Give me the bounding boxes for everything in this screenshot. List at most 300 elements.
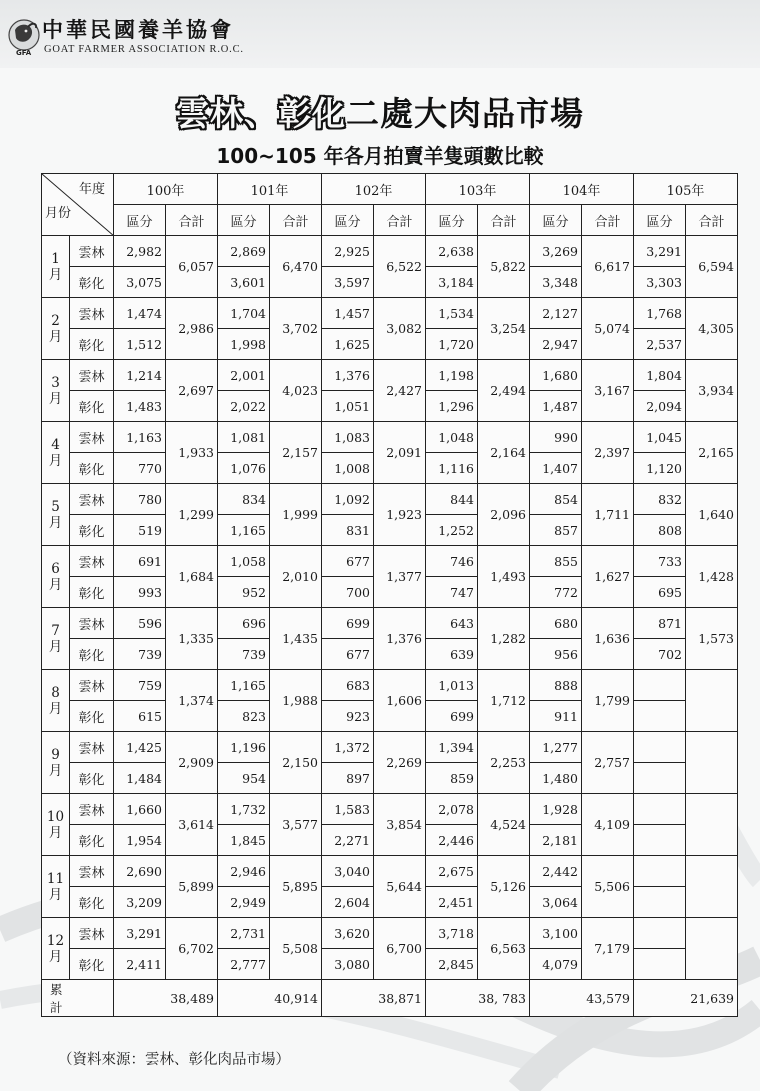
yunlin-count-cell: 844 xyxy=(426,484,478,515)
changhua-count-cell: 3,348 xyxy=(530,267,582,298)
region-column-header: 區分 xyxy=(218,205,270,236)
yunlin-count-cell: 1,163 xyxy=(114,422,166,453)
yunlin-count-cell: 3,291 xyxy=(114,918,166,949)
month-total-cell: 7,179 xyxy=(582,918,634,980)
changhua-count-cell: 747 xyxy=(426,577,478,608)
year-header: 103年 xyxy=(426,174,530,205)
changhua-count-cell: 2,949 xyxy=(218,887,270,918)
month-number: 12 xyxy=(46,932,65,949)
yunlin-count-cell: 3,718 xyxy=(426,918,478,949)
yunlin-count-cell: 1,081 xyxy=(218,422,270,453)
changhua-count-cell: 1,998 xyxy=(218,329,270,360)
yunlin-count-cell: 596 xyxy=(114,608,166,639)
yunlin-count-cell: 1,165 xyxy=(218,670,270,701)
year-header: 105年 xyxy=(634,174,738,205)
month-total-cell: 2,091 xyxy=(374,422,426,484)
logo-text: GFA xyxy=(16,49,32,57)
region-label-yunlin: 雲林 xyxy=(70,732,114,763)
yunlin-count-cell: 2,690 xyxy=(114,856,166,887)
total-column-header: 合計 xyxy=(582,205,634,236)
changhua-count-cell: 3,601 xyxy=(218,267,270,298)
table-row xyxy=(42,794,738,825)
region-column-header: 區分 xyxy=(322,205,374,236)
month-total-cell: 2,909 xyxy=(166,732,218,794)
yunlin-count-cell: 2,675 xyxy=(426,856,478,887)
changhua-count-cell: 1,008 xyxy=(322,453,374,484)
changhua-count-cell: 954 xyxy=(218,763,270,794)
month-total-cell: 4,023 xyxy=(270,360,322,422)
month-unit: 月 xyxy=(48,762,63,779)
yunlin-count-cell: 746 xyxy=(426,546,478,577)
month-label xyxy=(42,856,70,918)
changhua-count-cell: 770 xyxy=(114,453,166,484)
yunlin-count-cell: 3,269 xyxy=(530,236,582,267)
yunlin-count-cell: 2,982 xyxy=(114,236,166,267)
cumulative-total-cell: 40,914 xyxy=(218,980,322,1017)
month-total-cell xyxy=(686,732,738,794)
region-label-changhua: 彰化 xyxy=(70,267,114,298)
yunlin-count-cell: 1,583 xyxy=(322,794,374,825)
changhua-count-cell: 1,407 xyxy=(530,453,582,484)
month-total-cell: 1,640 xyxy=(686,484,738,546)
changhua-count-cell: 2,271 xyxy=(322,825,374,856)
month-total-cell: 2,986 xyxy=(166,298,218,360)
month-label xyxy=(42,298,70,360)
region-label-changhua: 彰化 xyxy=(70,639,114,670)
yunlin-count-cell: 888 xyxy=(530,670,582,701)
region-label-yunlin: 雲林 xyxy=(70,236,114,267)
yunlin-count-cell: 1,214 xyxy=(114,360,166,391)
cumulative-row xyxy=(42,980,738,1017)
changhua-count-cell: 808 xyxy=(634,515,686,546)
month-total-cell: 5,822 xyxy=(478,236,530,298)
changhua-count-cell: 2,845 xyxy=(426,949,478,980)
region-label-yunlin: 雲林 xyxy=(70,422,114,453)
month-total-cell xyxy=(686,794,738,856)
month-number: 9 xyxy=(51,746,60,763)
yunlin-count-cell: 2,078 xyxy=(426,794,478,825)
month-total-cell: 3,167 xyxy=(582,360,634,422)
page-subtitle: 100~105 年各月拍賣羊隻頭數比較 xyxy=(216,144,544,168)
total-column-header: 合計 xyxy=(478,205,530,236)
month-number: 2 xyxy=(51,312,60,329)
month-label xyxy=(42,918,70,980)
month-total-cell: 1,573 xyxy=(686,608,738,670)
month-total-cell: 3,854 xyxy=(374,794,426,856)
month-total-cell: 1,606 xyxy=(374,670,426,732)
corner-month-label: 月份 xyxy=(45,206,72,221)
changhua-count-cell: 3,597 xyxy=(322,267,374,298)
total-column-header: 合計 xyxy=(166,205,218,236)
yunlin-count-cell: 2,127 xyxy=(530,298,582,329)
region-label-yunlin: 雲林 xyxy=(70,546,114,577)
changhua-count-cell: 956 xyxy=(530,639,582,670)
changhua-count-cell: 859 xyxy=(426,763,478,794)
month-total-cell: 6,700 xyxy=(374,918,426,980)
month-unit: 月 xyxy=(48,700,63,717)
changhua-count-cell: 739 xyxy=(218,639,270,670)
changhua-count-cell: 993 xyxy=(114,577,166,608)
yunlin-count-cell: 1,092 xyxy=(322,484,374,515)
changhua-count-cell: 2,094 xyxy=(634,391,686,422)
month-label xyxy=(42,794,70,856)
cumulative-total-cell: 38,871 xyxy=(322,980,426,1017)
month-total-cell: 2,397 xyxy=(582,422,634,484)
changhua-count-cell: 2,537 xyxy=(634,329,686,360)
month-total-cell: 5,126 xyxy=(478,856,530,918)
month-total-cell: 3,082 xyxy=(374,298,426,360)
changhua-count-cell: 1,252 xyxy=(426,515,478,546)
changhua-count-cell: 2,446 xyxy=(426,825,478,856)
month-total-cell: 3,254 xyxy=(478,298,530,360)
changhua-count-cell: 2,181 xyxy=(530,825,582,856)
month-total-cell: 5,074 xyxy=(582,298,634,360)
month-label xyxy=(42,236,70,298)
month-number: 4 xyxy=(51,436,60,453)
table-row xyxy=(42,360,738,391)
yunlin-count-cell: 3,620 xyxy=(322,918,374,949)
changhua-count-cell: 3,075 xyxy=(114,267,166,298)
yunlin-count-cell: 680 xyxy=(530,608,582,639)
page-title xyxy=(0,88,760,135)
changhua-count-cell: 1,484 xyxy=(114,763,166,794)
month-total-cell xyxy=(686,856,738,918)
changhua-count-cell: 4,079 xyxy=(530,949,582,980)
yunlin-count-cell: 1,680 xyxy=(530,360,582,391)
yunlin-count-cell: 1,768 xyxy=(634,298,686,329)
changhua-count-cell: 3,184 xyxy=(426,267,478,298)
month-number: 7 xyxy=(51,622,60,639)
month-total-cell: 6,057 xyxy=(166,236,218,298)
month-number: 10 xyxy=(46,808,65,825)
yunlin-count-cell: 643 xyxy=(426,608,478,639)
month-total-cell: 2,010 xyxy=(270,546,322,608)
yunlin-count-cell: 1,660 xyxy=(114,794,166,825)
yunlin-count-cell: 780 xyxy=(114,484,166,515)
table-corner-header xyxy=(42,174,114,236)
month-total-cell xyxy=(686,670,738,732)
cumulative-label: 累 計 xyxy=(42,980,114,1017)
changhua-count-cell: 695 xyxy=(634,577,686,608)
region-column-header: 區分 xyxy=(530,205,582,236)
yunlin-count-cell: 691 xyxy=(114,546,166,577)
month-unit: 月 xyxy=(48,886,63,903)
month-total-cell: 2,253 xyxy=(478,732,530,794)
region-label-changhua: 彰化 xyxy=(70,701,114,732)
changhua-count-cell: 897 xyxy=(322,763,374,794)
month-total-cell: 1,282 xyxy=(478,608,530,670)
yunlin-count-cell: 1,048 xyxy=(426,422,478,453)
table-row xyxy=(42,608,738,639)
yunlin-count-cell: 2,442 xyxy=(530,856,582,887)
month-total-cell: 2,096 xyxy=(478,484,530,546)
month-total-cell: 5,895 xyxy=(270,856,322,918)
month-total-cell: 2,157 xyxy=(270,422,322,484)
year-header: 100年 xyxy=(114,174,218,205)
month-unit: 月 xyxy=(48,266,63,283)
yunlin-count-cell: 1,376 xyxy=(322,360,374,391)
yunlin-count-cell: 759 xyxy=(114,670,166,701)
changhua-count-cell: 639 xyxy=(426,639,478,670)
table-row xyxy=(42,670,738,701)
month-total-cell: 4,524 xyxy=(478,794,530,856)
month-total-cell: 1,335 xyxy=(166,608,218,670)
month-total-cell: 1,636 xyxy=(582,608,634,670)
yunlin-count-cell: 1,457 xyxy=(322,298,374,329)
yunlin-count-cell: 683 xyxy=(322,670,374,701)
yunlin-count-cell: 1,083 xyxy=(322,422,374,453)
month-total-cell: 6,563 xyxy=(478,918,530,980)
changhua-count-cell: 2,947 xyxy=(530,329,582,360)
changhua-count-cell xyxy=(634,887,686,918)
month-total-cell: 6,470 xyxy=(270,236,322,298)
yunlin-count-cell: 855 xyxy=(530,546,582,577)
changhua-count-cell: 739 xyxy=(114,639,166,670)
table-row xyxy=(42,732,738,763)
month-total-cell: 2,494 xyxy=(478,360,530,422)
month-label xyxy=(42,546,70,608)
region-label-yunlin: 雲林 xyxy=(70,918,114,949)
month-total-cell: 1,493 xyxy=(478,546,530,608)
table-row xyxy=(42,918,738,949)
changhua-count-cell: 772 xyxy=(530,577,582,608)
month-total-cell: 2,757 xyxy=(582,732,634,794)
month-total-cell: 6,594 xyxy=(686,236,738,298)
month-total-cell: 2,427 xyxy=(374,360,426,422)
changhua-count-cell xyxy=(634,763,686,794)
changhua-count-cell xyxy=(634,825,686,856)
yunlin-count-cell: 1,045 xyxy=(634,422,686,453)
yunlin-count-cell xyxy=(634,732,686,763)
month-number: 1 xyxy=(51,250,60,267)
changhua-count-cell: 702 xyxy=(634,639,686,670)
region-label-changhua: 彰化 xyxy=(70,825,114,856)
region-label-changhua: 彰化 xyxy=(70,577,114,608)
yunlin-count-cell: 1,474 xyxy=(114,298,166,329)
month-total-cell: 1,376 xyxy=(374,608,426,670)
yunlin-count-cell: 854 xyxy=(530,484,582,515)
region-label-yunlin: 雲林 xyxy=(70,670,114,701)
month-total-cell: 1,799 xyxy=(582,670,634,732)
yunlin-count-cell: 1,277 xyxy=(530,732,582,763)
changhua-count-cell: 911 xyxy=(530,701,582,732)
month-total-cell: 1,374 xyxy=(166,670,218,732)
month-number: 6 xyxy=(51,560,60,577)
month-total-cell: 1,684 xyxy=(166,546,218,608)
month-total-cell: 4,109 xyxy=(582,794,634,856)
yunlin-count-cell: 1,196 xyxy=(218,732,270,763)
month-total-cell: 1,923 xyxy=(374,484,426,546)
month-label xyxy=(42,360,70,422)
region-label-yunlin: 雲林 xyxy=(70,856,114,887)
changhua-count-cell: 2,022 xyxy=(218,391,270,422)
yunlin-count-cell: 1,058 xyxy=(218,546,270,577)
region-label-yunlin: 雲林 xyxy=(70,608,114,639)
yunlin-count-cell: 1,804 xyxy=(634,360,686,391)
table-row xyxy=(42,298,738,329)
changhua-count-cell: 677 xyxy=(322,639,374,670)
region-label-yunlin: 雲林 xyxy=(70,484,114,515)
month-total-cell: 3,934 xyxy=(686,360,738,422)
month-number: 5 xyxy=(51,498,60,515)
month-total-cell: 1,299 xyxy=(166,484,218,546)
month-label xyxy=(42,484,70,546)
source-note: （資料來源：雲林、彰化肉品市場） xyxy=(58,1052,290,1068)
month-total-cell: 1,428 xyxy=(686,546,738,608)
month-total-cell: 2,150 xyxy=(270,732,322,794)
title-outlined-part: 雲林、彰化 xyxy=(176,94,346,133)
yunlin-count-cell: 1,928 xyxy=(530,794,582,825)
yunlin-count-cell: 677 xyxy=(322,546,374,577)
changhua-count-cell: 1,512 xyxy=(114,329,166,360)
yunlin-count-cell: 3,040 xyxy=(322,856,374,887)
month-total-cell xyxy=(686,918,738,980)
changhua-count-cell: 1,165 xyxy=(218,515,270,546)
org-name-english: GOAT FARMER ASSOCIATION R.O.C. xyxy=(44,44,244,55)
yunlin-count-cell: 733 xyxy=(634,546,686,577)
month-unit: 月 xyxy=(48,824,63,841)
month-unit: 月 xyxy=(48,948,63,965)
month-total-cell: 6,617 xyxy=(582,236,634,298)
year-header: 101年 xyxy=(218,174,322,205)
changhua-count-cell: 952 xyxy=(218,577,270,608)
yunlin-count-cell: 1,394 xyxy=(426,732,478,763)
changhua-count-cell: 831 xyxy=(322,515,374,546)
table-row xyxy=(42,856,738,887)
total-column-header: 合計 xyxy=(374,205,426,236)
total-column-header: 合計 xyxy=(686,205,738,236)
yunlin-count-cell: 1,534 xyxy=(426,298,478,329)
yunlin-count-cell: 990 xyxy=(530,422,582,453)
yunlin-count-cell: 1,013 xyxy=(426,670,478,701)
changhua-count-cell: 923 xyxy=(322,701,374,732)
changhua-count-cell: 1,076 xyxy=(218,453,270,484)
month-total-cell: 1,933 xyxy=(166,422,218,484)
yunlin-count-cell: 2,946 xyxy=(218,856,270,887)
yunlin-count-cell xyxy=(634,856,686,887)
cumulative-total-cell: 43,579 xyxy=(530,980,634,1017)
table-row xyxy=(42,236,738,267)
month-total-cell: 5,644 xyxy=(374,856,426,918)
month-label xyxy=(42,670,70,732)
region-label-changhua: 彰化 xyxy=(70,453,114,484)
month-total-cell: 5,508 xyxy=(270,918,322,980)
month-total-cell: 2,165 xyxy=(686,422,738,484)
region-label-yunlin: 雲林 xyxy=(70,794,114,825)
region-label-yunlin: 雲林 xyxy=(70,298,114,329)
cumulative-total-cell: 21,639 xyxy=(634,980,738,1017)
yunlin-count-cell: 1,198 xyxy=(426,360,478,391)
region-column-header: 區分 xyxy=(114,205,166,236)
changhua-count-cell: 1,720 xyxy=(426,329,478,360)
month-number: 11 xyxy=(46,870,65,887)
region-label-changhua: 彰化 xyxy=(70,887,114,918)
total-column-header: 合計 xyxy=(270,205,322,236)
changhua-count-cell: 1,116 xyxy=(426,453,478,484)
changhua-count-cell: 1,487 xyxy=(530,391,582,422)
month-total-cell: 1,377 xyxy=(374,546,426,608)
month-total-cell: 1,435 xyxy=(270,608,322,670)
year-header: 102年 xyxy=(322,174,426,205)
changhua-count-cell: 823 xyxy=(218,701,270,732)
month-total-cell: 6,702 xyxy=(166,918,218,980)
month-total-cell: 6,522 xyxy=(374,236,426,298)
yunlin-count-cell: 699 xyxy=(322,608,374,639)
yunlin-count-cell: 3,291 xyxy=(634,236,686,267)
changhua-count-cell: 1,296 xyxy=(426,391,478,422)
changhua-count-cell: 1,845 xyxy=(218,825,270,856)
yunlin-count-cell: 2,001 xyxy=(218,360,270,391)
month-total-cell: 3,614 xyxy=(166,794,218,856)
month-unit: 月 xyxy=(48,452,63,469)
month-unit: 月 xyxy=(48,576,63,593)
org-name-chinese: 中華民國養羊協會 xyxy=(42,17,234,42)
yunlin-count-cell: 832 xyxy=(634,484,686,515)
changhua-count-cell: 3,080 xyxy=(322,949,374,980)
changhua-count-cell: 615 xyxy=(114,701,166,732)
region-label-changhua: 彰化 xyxy=(70,391,114,422)
month-unit: 月 xyxy=(48,638,63,655)
auction-comparison-table xyxy=(41,173,738,1017)
changhua-count-cell: 2,777 xyxy=(218,949,270,980)
region-label-changhua: 彰化 xyxy=(70,329,114,360)
changhua-count-cell: 2,411 xyxy=(114,949,166,980)
table-row xyxy=(42,422,738,453)
month-total-cell: 4,305 xyxy=(686,298,738,360)
region-label-yunlin: 雲林 xyxy=(70,360,114,391)
month-label xyxy=(42,732,70,794)
yunlin-count-cell: 1,732 xyxy=(218,794,270,825)
goat-logo-icon xyxy=(6,18,46,58)
month-unit: 月 xyxy=(48,328,63,345)
yunlin-count-cell xyxy=(634,794,686,825)
month-unit: 月 xyxy=(48,514,63,531)
changhua-count-cell: 1,051 xyxy=(322,391,374,422)
year-header: 104年 xyxy=(530,174,634,205)
region-label-changhua: 彰化 xyxy=(70,763,114,794)
changhua-count-cell: 1,483 xyxy=(114,391,166,422)
month-total-cell: 1,999 xyxy=(270,484,322,546)
month-label xyxy=(42,422,70,484)
changhua-count-cell: 3,303 xyxy=(634,267,686,298)
yunlin-count-cell: 1,425 xyxy=(114,732,166,763)
table-row xyxy=(42,546,738,577)
yunlin-count-cell: 2,638 xyxy=(426,236,478,267)
month-total-cell: 1,988 xyxy=(270,670,322,732)
month-total-cell: 1,711 xyxy=(582,484,634,546)
yunlin-count-cell: 2,925 xyxy=(322,236,374,267)
month-total-cell: 3,702 xyxy=(270,298,322,360)
changhua-count-cell xyxy=(634,949,686,980)
yunlin-count-cell: 696 xyxy=(218,608,270,639)
cumulative-total-cell: 38,489 xyxy=(114,980,218,1017)
month-total-cell: 3,577 xyxy=(270,794,322,856)
yunlin-count-cell: 834 xyxy=(218,484,270,515)
yunlin-count-cell: 2,731 xyxy=(218,918,270,949)
month-label xyxy=(42,608,70,670)
month-number: 8 xyxy=(51,684,60,701)
month-total-cell: 5,506 xyxy=(582,856,634,918)
month-total-cell: 5,899 xyxy=(166,856,218,918)
month-total-cell: 2,164 xyxy=(478,422,530,484)
changhua-count-cell: 2,451 xyxy=(426,887,478,918)
yunlin-count-cell: 2,869 xyxy=(218,236,270,267)
yunlin-count-cell xyxy=(634,670,686,701)
yunlin-count-cell: 1,704 xyxy=(218,298,270,329)
month-total-cell: 2,697 xyxy=(166,360,218,422)
changhua-count-cell: 1,480 xyxy=(530,763,582,794)
changhua-count-cell: 699 xyxy=(426,701,478,732)
